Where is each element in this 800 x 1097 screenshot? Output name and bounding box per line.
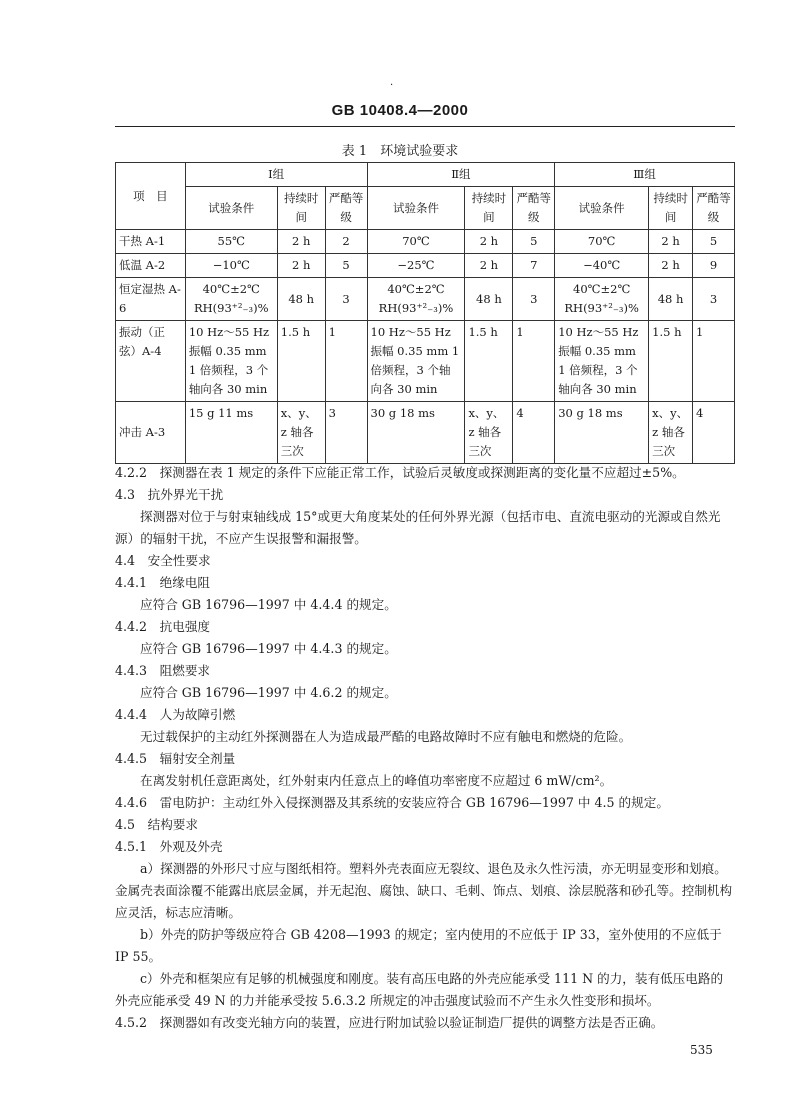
cell: 10 Hz～55 Hz 振幅 0.35 mm 1 倍频程，3 个轴向各 30 min bbox=[367, 321, 465, 402]
cell: 15 g 11 ms bbox=[185, 402, 277, 464]
cell: −25℃ bbox=[367, 254, 465, 278]
clause: 4.4.6 雷电防护：主动红外入侵探测器及其系统的安装应符合 GB 16796—1997 中 4.5 的规定。 bbox=[115, 795, 669, 810]
cell: 1 bbox=[513, 321, 555, 402]
row-item: 恒定湿热 A-6 bbox=[116, 278, 186, 321]
cell: 5 bbox=[325, 254, 367, 278]
cell: 48 h bbox=[277, 278, 325, 321]
cell: 3 bbox=[325, 278, 367, 321]
cell: 3 bbox=[693, 278, 735, 321]
paragraph: 应符合 GB 16796—1997 中 4.4.3 的规定。 bbox=[140, 641, 397, 656]
paragraph: 应符合 GB 16796—1997 中 4.4.4 的规定。 bbox=[140, 597, 397, 612]
section-heading: 4.3 抗外界光干扰 bbox=[115, 487, 224, 502]
sub-header: 严酷等级 bbox=[693, 187, 735, 230]
sub-header: 试验条件 bbox=[367, 187, 465, 230]
sub-header: 严酷等级 bbox=[325, 187, 367, 230]
cell: x、y、z 轴各三次 bbox=[277, 402, 325, 464]
table-row bbox=[116, 402, 735, 464]
table-row bbox=[116, 230, 735, 254]
sub-header: 试验条件 bbox=[185, 187, 277, 230]
cell: 5 bbox=[513, 230, 555, 254]
row-item: 振动（正弦）A-4 bbox=[116, 321, 186, 402]
paragraph: b）外壳的防护等级应符合 GB 4208—1993 的规定；室内使用的不应低于 IP 33，室外使用的不应低于 IP 55。 bbox=[115, 927, 722, 964]
cell: 3 bbox=[325, 402, 367, 464]
cell: 3 bbox=[513, 278, 555, 321]
cell: 2 h bbox=[649, 254, 693, 278]
cell: 4 bbox=[513, 402, 555, 464]
cell: 70℃ bbox=[367, 230, 465, 254]
group-2-header: Ⅱ组 bbox=[367, 163, 555, 187]
cell: 2 h bbox=[277, 230, 325, 254]
cell: 1 bbox=[693, 321, 735, 402]
cell: 30 g 18 ms bbox=[367, 402, 465, 464]
cell: 1.5 h bbox=[465, 321, 513, 402]
sub-header: 持续时间 bbox=[277, 187, 325, 230]
cell: 10 Hz～55 Hz 振幅 0.35 mm 1 倍频程，3 个轴向各 30 min bbox=[185, 321, 277, 402]
paragraph: a）探测器的外形尺寸应与图纸相符。塑料外壳表面应无裂纹、退色及永久性污渍，亦无明显变形和划痕。金属壳表面涂覆不能露出底层金属，并无起泡、腐蚀、缺口、毛刺、饰点、划痕、涂层脱落和砂孔等。控制机构应灵活，标志应清晰。 bbox=[115, 861, 733, 920]
cell: x、y、z 轴各三次 bbox=[649, 402, 693, 464]
cell: 7 bbox=[513, 254, 555, 278]
cell: 55℃ bbox=[185, 230, 277, 254]
cell: −10℃ bbox=[185, 254, 277, 278]
cell: 9 bbox=[693, 254, 735, 278]
section-heading: 4.4.2 抗电强度 bbox=[115, 619, 211, 634]
paragraph: c）外壳和框架应有足够的机械强度和刚度。装有高压电路的外壳应能承受 111 N 的力，装有低压电路的外壳应能承受 49 N 的力并能承受按 5.6.3.2 所规定的冲击强度试验而不产生永久性变形和损坏。 bbox=[115, 971, 724, 1008]
cell: 4 bbox=[693, 402, 735, 464]
sub-header: 持续时间 bbox=[465, 187, 513, 230]
group-1-header: Ⅰ组 bbox=[185, 163, 367, 187]
section-heading: 4.4.3 阻燃要求 bbox=[115, 663, 211, 678]
cell: 1 bbox=[325, 321, 367, 402]
section-heading: 4.4.1 绝缘电阻 bbox=[115, 575, 211, 590]
section-heading: 4.4.5 辐射安全剂量 bbox=[115, 751, 236, 766]
paragraph: 应符合 GB 16796—1997 中 4.6.2 的规定。 bbox=[140, 685, 397, 700]
cell: 70℃ bbox=[555, 230, 649, 254]
cell: 30 g 18 ms bbox=[555, 402, 649, 464]
cell: 40℃±2℃ RH(93⁺²₋₃)% bbox=[185, 278, 277, 321]
section-heading: 4.4.4 人为故障引燃 bbox=[115, 707, 236, 722]
cell: 2 h bbox=[277, 254, 325, 278]
cell: −40℃ bbox=[555, 254, 649, 278]
cell: 40℃±2℃ RH(93⁺²₋₃)% bbox=[555, 278, 649, 321]
cell: 2 bbox=[325, 230, 367, 254]
row-item: 干热 A-1 bbox=[116, 230, 186, 254]
cell: 1.5 h bbox=[277, 321, 325, 402]
row-item: 冲击 A-3 bbox=[116, 402, 186, 464]
cell: 1.5 h bbox=[649, 321, 693, 402]
section-heading: 4.5 结构要求 bbox=[115, 817, 198, 832]
col-item-header: 项 目 bbox=[116, 163, 186, 230]
table-row bbox=[116, 278, 735, 321]
cell: 40℃±2℃ RH(93⁺²₋₃)% bbox=[367, 278, 465, 321]
table-row bbox=[116, 321, 735, 402]
cell: 2 h bbox=[649, 230, 693, 254]
cell: 48 h bbox=[649, 278, 693, 321]
section-heading: 4.4 安全性要求 bbox=[115, 553, 211, 568]
cell: 10 Hz～55 Hz 振幅 0.35 mm 1 倍频程，3 个轴向各 30 min bbox=[555, 321, 649, 402]
table-title: 表 1 环境试验要求 bbox=[341, 144, 459, 159]
paragraph: 探测器对位于与射束轴线成 15°或更大角度某处的任何外界光源（包括市电、直流电驱动的光源或自然光源）的辐射干扰，不应产生误报警和漏报警。 bbox=[115, 509, 721, 546]
row-item: 低温 A-2 bbox=[116, 254, 186, 278]
sub-header: 持续时间 bbox=[649, 187, 693, 230]
body-text bbox=[115, 462, 735, 1034]
paragraph: 在离发射机任意距离处，红外射束内任意点上的峰值功率密度不应超过 6 mW/cm²。 bbox=[140, 773, 613, 788]
cell: 48 h bbox=[465, 278, 513, 321]
cell: 2 h bbox=[465, 254, 513, 278]
clause: 4.2.2 探测器在表 1 规定的条件下应能正常工作，试验后灵敏度或探测距离的变化量不应超过±5%。 bbox=[115, 465, 685, 480]
sub-header: 试验条件 bbox=[555, 187, 649, 230]
page-number: 535 bbox=[690, 1043, 713, 1057]
cell: 2 h bbox=[465, 230, 513, 254]
scan-mark: · bbox=[390, 80, 394, 91]
standard-header: GB 10408.4—2000 bbox=[331, 102, 469, 119]
clause: 4.5.2 探测器如有改变光轴方向的装置，应进行附加试验以验证制造厂提供的调整方法是否正确。 bbox=[115, 1015, 664, 1030]
section-heading: 4.5.1 外观及外壳 bbox=[115, 839, 223, 854]
cell: 5 bbox=[693, 230, 735, 254]
table-row bbox=[116, 254, 735, 278]
cell: x、y、z 轴各三次 bbox=[465, 402, 513, 464]
environment-test-table bbox=[115, 162, 735, 464]
paragraph: 无过载保护的主动红外探测器在人为造成最严酷的电路故障时不应有触电和燃烧的危险。 bbox=[140, 729, 632, 744]
sub-header: 严酷等级 bbox=[513, 187, 555, 230]
header-rule bbox=[115, 126, 735, 127]
group-3-header: Ⅲ组 bbox=[555, 163, 735, 187]
